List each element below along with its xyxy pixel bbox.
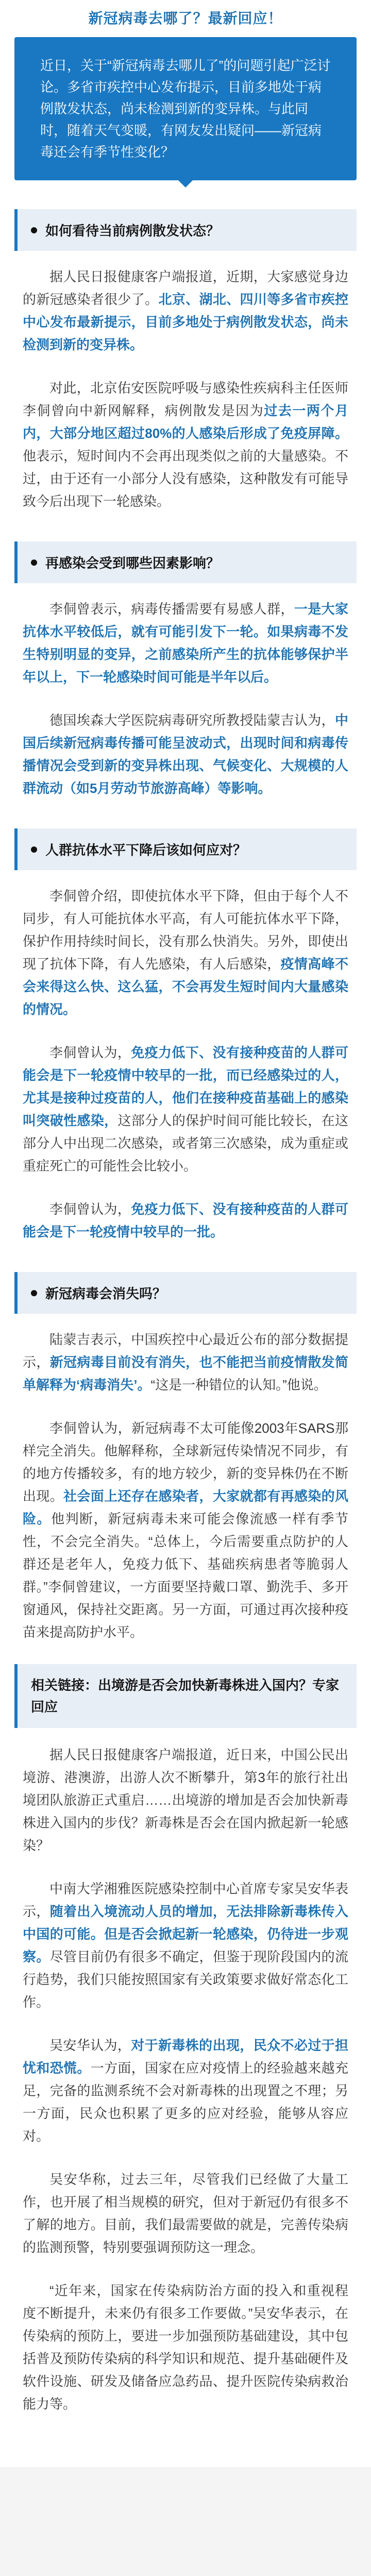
highlighted-text: 社会面上还存在感染者，大家就都有再感染的风险。: [23, 1488, 348, 1527]
paragraph: [23, 2279, 348, 2415]
paragraph-text: 吴安华称，过去三年，尽管我们已经做了大量工作，也开展了相当规模的研究，但对于新冠仍有很多不了解的地方。目前，我们最需要做的就是，完善传染病的监测预警，特别要强调预防这一理念。: [23, 2172, 348, 2255]
paragraph-text: “这是一种错位的认知。”他说。: [150, 1377, 327, 1393]
paragraph-text: 李侗曾认为，: [49, 1045, 131, 1060]
paragraph: [23, 1041, 348, 1177]
title-bar: [0, 0, 371, 37]
highlighted-text: 中国后续新冠病毒传播可能呈波动式，出现时间和病毒传播情况会受到新的变异株出现、气候变化、大规模的人群流动（如5月劳动节旅游高峰）等影响。: [23, 713, 348, 796]
paragraph-text: 他表示，短时间内不会再出现类似之前的大量感染。不过，由于还有一小部分人没有感染，这种散发有可能导致今后出现下一轮感染。: [23, 448, 348, 509]
bullet-icon: [31, 560, 37, 566]
highlighted-text: 疫情高峰不会来得这么快、这么猛，不会再发生短时间内大量感染的情况。: [23, 956, 348, 1017]
section-heading-text: 新冠病毒会消失吗？: [45, 1286, 166, 1301]
paragraph-text: 吴安华认为，: [49, 2038, 131, 2053]
section-heading-text: 人群抗体水平下降后该如何应对？: [45, 842, 247, 858]
paragraph-text: 德国埃森大学医院病毒研究所教授陆蒙吉认为，: [49, 713, 335, 728]
section-heading: [14, 828, 357, 870]
related-link-heading[interactable]: 相关链接：出境游是否会加快新毒株进入国内？专家回应: [14, 1664, 357, 1728]
paragraph-text: 这部分人的保护时间可能比较长，在这部分人中出现二次感染，或者第三次感染，成为重症或重症死亡的可能性会比较小。: [23, 1113, 348, 1174]
highlighted-text: 新冠病毒目前没有消失，也不能把当前疫情散发简单解释为‘病毒消失’。: [23, 1354, 348, 1393]
paragraph-text: 李侗曾表示，病毒传播需要有易感人群，: [49, 601, 294, 617]
paragraph-text: 据人民日报健康客户端报道，近期，大家感觉身边的新冠感染者很少了。: [23, 269, 348, 307]
bullet-icon: [31, 227, 37, 233]
section-heading-text: 再感染会受到哪些因素影响？: [45, 555, 220, 571]
paragraph: [23, 2034, 348, 2147]
paragraph: [23, 265, 348, 356]
paragraph: [23, 377, 348, 513]
intro-box: 近日，关于“新冠病毒去哪儿了”的问题引起广泛讨论。多省市疾控中心发布提示，目前多地处于病例散发状态，尚未检测到新的变异株。与此同时，随着天气变暖，有网友发出疑问——新冠病毒还会有季节性变化？: [14, 37, 357, 180]
paragraph: [23, 1743, 348, 1857]
section-heading: [14, 541, 357, 583]
paragraph: [23, 1417, 348, 1643]
article-title: 新冠病毒去哪了？最新回应！: [88, 10, 283, 26]
highlighted-text: 过去一两个月内，大部分地区超过80%的人感染后形成了免疫屏障。: [23, 403, 348, 441]
paragraph-text: “近年来，国家在传染病防治方面的投入和重视程度不断提升，未来仍有很多工作要做。”吴安华表示，在传染病的预防上，要进一步加强预防基础建设，其中包括普及预防传染病的科学知识和规范、提升基础硬件及软件设施、研发及储备应急药品、提升医院传染病救治能力等。: [23, 2283, 348, 2412]
paragraph: [23, 709, 348, 800]
bullet-icon: [31, 846, 37, 853]
paragraph: [23, 1198, 348, 1243]
paragraph-text: 陆蒙吉表示，中国疾控中心最近公布的部分数据提示，: [23, 1332, 348, 1370]
paragraph-text: 尽管目前仍有很多不确定，但鉴于现阶段国内的流行趋势，我们只能按照国家有关政策要求做好常态化工作。: [23, 1949, 348, 2010]
paragraph-text: 李侗曾介绍，即使抗体水平下降，但由于每个人不同步，有人可能抗体水平高，有人可能抗体水平下降，保护作用持续时间长，没有那么快消失。另外，即使出现了抗体下降，有人先感染，有人后感染，: [23, 888, 348, 972]
paragraph: [23, 1877, 348, 2013]
highlighted-text: 对于新毒株的出现，民众不必过于担忧和恐慌。: [23, 2038, 348, 2076]
section-heading: [14, 209, 357, 251]
paragraph-text: 李侗曾认为，新冠病毒不太可能像2003年SARS那样完全消失。他解释称，全球新冠传染情况不同步，有的地方传播较多，有的地方较少，新的变异株仍在不断出现。: [23, 1420, 348, 1504]
highlighted-text: 免疫力低下、没有接种疫苗的人群可能会是下一轮疫情中较早的一批。: [23, 1201, 348, 1240]
paragraph-text: 一方面，国家在应对疫情上的经验越来越充足，完备的监测系统不会对新毒株的出现置之不理；另一方面，民众也积累了更多的应对经验，能够从容应对。: [23, 2060, 348, 2144]
paragraph: [23, 2168, 348, 2259]
section-heading: [14, 1272, 357, 1314]
paragraph: [23, 1328, 348, 1396]
paragraph-text: 对此，北京佑安医院呼吸与感染性疾病科主任医师李侗曾向中新网解释，病例散发是因为: [23, 380, 348, 418]
paragraph: [23, 598, 348, 688]
highlighted-text: 免疫力低下、没有接种疫苗的人群可能会是下一轮疫情中较早的一批，而已经感染过的人，尤其是接种过疫苗的人，他们在接种疫苗基础上的感染叫突破性感染，: [23, 1045, 348, 1128]
highlighted-text: 北京、湖北、四川等多省市疾控中心发布最新提示，目前多地处于病例散发状态，尚未检测到新的变异株。: [23, 292, 348, 352]
highlighted-text: 随着出入境流动人员的增加，无法排除新毒株传入中国的可能。但是否会掀起新一轮感染，仍待进一步观察。: [23, 1904, 348, 1964]
paragraph-text: 他判断，新冠病毒未来可能会像流感一样有季节性，不会完全消失。“总体上，今后需要重点防护的人群还是老年人，免疫力低下、基础疾病患者等脆弱人群。”李侗曾建议，一方面要坚持戴口罩、勤洗手、多开窗通风，保持社交距离。另一方面，可通过再次接种疫苗来提高防护水平。: [23, 1511, 348, 1640]
paragraph-text: 据人民日报健康客户端报道，近日来，中国公民出境游、港澳游，出游人次不断攀升，第3年的旅行社出境团队旅游正式重启……出境游的增加是否会加快新毒株进入国内的步伐？新毒株是否会在国内掀起新一轮感染？: [23, 1747, 348, 1853]
related-body: [0, 1743, 371, 2415]
paragraph-text: 李侗曾认为，: [49, 1201, 131, 1217]
article-body: [0, 209, 371, 1643]
bullet-icon: [31, 1290, 37, 1296]
paragraph-text: 中南大学湘雅医院感染控制中心首席专家吴安华表示，: [23, 1881, 348, 1919]
section-heading-text: 如何看待当前病例散发状态？: [45, 223, 220, 239]
highlighted-text: 一是大家抗体水平较低后，就有可能引发下一轮。如果病毒不发生特别明显的变异，之前感染所产生的抗体能够保护半年以上，下一轮感染时间可能是半年以后。: [23, 601, 348, 685]
paragraph: [23, 885, 348, 1021]
